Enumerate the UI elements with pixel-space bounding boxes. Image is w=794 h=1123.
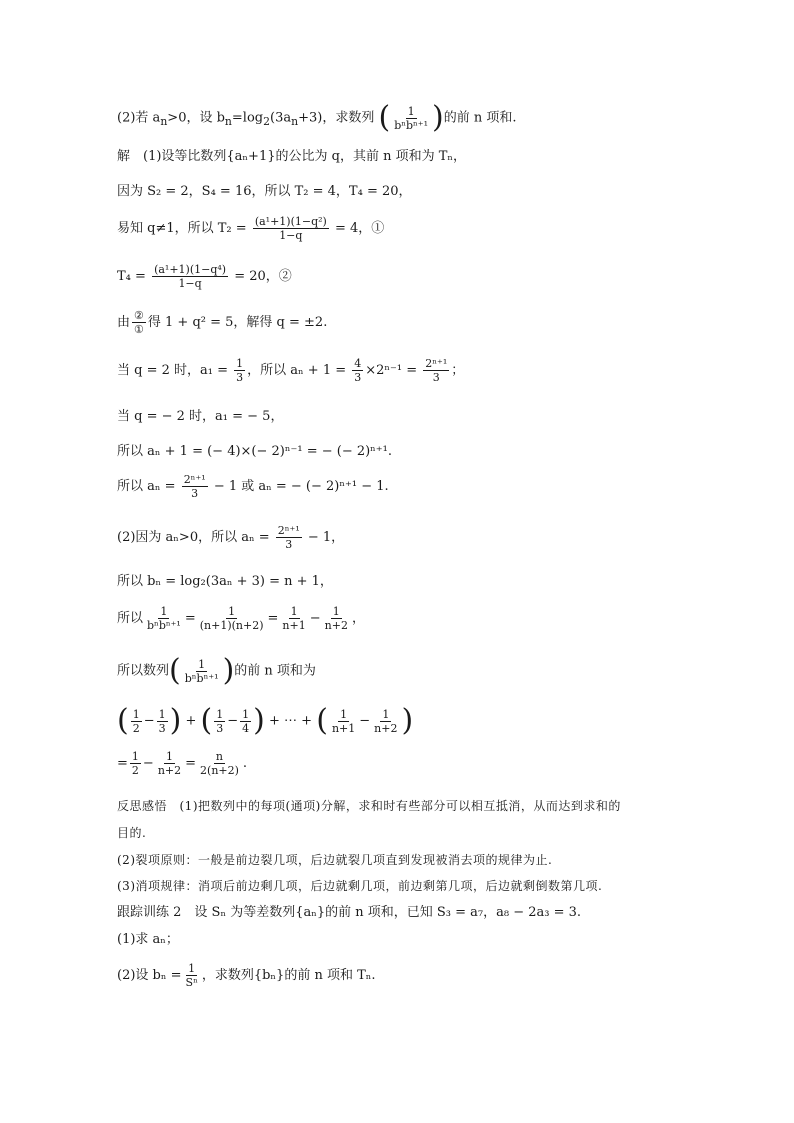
numerator: 1 <box>332 605 340 618</box>
numerator: 1 <box>242 707 250 721</box>
text: − <box>309 611 321 626</box>
text: ，求数列{bₙ}的前 n 项和 Tₙ. <box>201 968 376 983</box>
solution-line <box>117 309 327 336</box>
denominator: 2(n+2) <box>200 764 239 777</box>
denominator: 3 <box>191 487 199 500</box>
numerator: 1 <box>340 707 348 721</box>
text: = <box>184 611 196 626</box>
numerator: 1 <box>216 707 224 721</box>
solution-line: 因为 S₂ = 2，S₄ = 16，所以 T₂ = 4，T₄ = 20， <box>117 184 412 199</box>
fraction <box>352 357 363 384</box>
numerator: (a¹+1)(1−q⁴) <box>154 263 227 276</box>
denominator: 1−q <box>279 229 303 242</box>
fraction <box>240 708 251 735</box>
left-paren: ( <box>169 653 181 688</box>
numerator: 2ⁿ⁺¹ <box>183 473 206 486</box>
text: = 4，① <box>334 221 385 236</box>
right-paren: ) <box>432 100 444 135</box>
text: (2)若 a <box>117 110 161 126</box>
denominator: 3 <box>216 721 224 735</box>
fraction <box>156 750 183 777</box>
text: = <box>185 756 197 771</box>
numerator: 1 <box>160 605 168 618</box>
fraction <box>132 309 146 336</box>
denominator: 2 <box>132 721 140 735</box>
denominator: 3 <box>285 538 293 551</box>
text: 所以数列 <box>117 663 170 679</box>
text: ，所以 aₙ + 1 = <box>247 363 347 378</box>
fraction <box>214 708 225 735</box>
solution-line <box>117 524 344 551</box>
exercise-line: 跟踪训练 2 设 Sₙ 为等差数列{aₙ}的前 n 项和，已知 S₃ = a₇，a₈ − 2a₃ = 3. <box>117 905 582 920</box>
fraction <box>234 357 245 384</box>
text: (3a <box>270 110 292 126</box>
numerator: 1 <box>188 962 196 975</box>
solution-line <box>117 750 247 777</box>
text: − <box>142 756 154 771</box>
text: − <box>227 713 239 729</box>
numerator: 2ⁿ⁺¹ <box>277 524 300 537</box>
numerator: 1 <box>236 357 244 370</box>
text: 得 1 + q² = 5，解得 q = ±2. <box>147 315 328 330</box>
telescoping-sum-line <box>117 703 414 738</box>
fraction <box>253 215 329 242</box>
fraction <box>130 750 141 777</box>
denominator: (n+1)(n+2) <box>199 619 264 632</box>
text: = <box>117 756 128 771</box>
denominator: bⁿbⁿ⁺¹ <box>184 671 219 685</box>
exercise-line: (1)求 aₙ； <box>117 932 179 947</box>
text: n <box>160 115 168 129</box>
fraction <box>423 357 449 384</box>
text: − 1 或 aₙ = − (− 2)ⁿ⁺¹ − 1. <box>213 479 389 494</box>
text: = 20，② <box>234 269 292 284</box>
text: +3)，求数列 <box>298 110 375 126</box>
denominator: n+2 <box>374 721 398 735</box>
reflection-line: (3)消项规律：消项后前边剩几项，后边就剩几项，前边剩第几项，后边就剩倒数第几项. <box>117 879 603 893</box>
solution-line <box>117 215 384 242</box>
solution-line: 所以 bₙ = log₂(3aₙ + 3) = n + 1， <box>117 574 333 589</box>
right-paren: ) <box>401 703 414 738</box>
text: T₄ = <box>117 269 146 284</box>
solution-line <box>117 605 365 632</box>
text: (2)因为 aₙ>0，所以 aₙ = <box>117 530 270 545</box>
denominator: 2 <box>131 764 139 777</box>
solution-line: 所以 aₙ + 1 = (− 4)×(− 2)ⁿ⁻¹ = − (− 2)ⁿ⁺¹. <box>117 444 393 459</box>
fraction <box>157 708 168 735</box>
fraction <box>392 105 430 132</box>
text: (2)设 bₙ = <box>117 968 182 983</box>
left-paren: ( <box>117 703 129 738</box>
right-paren: ) <box>169 703 182 738</box>
fraction <box>372 708 399 735</box>
text: − <box>143 713 155 729</box>
fraction <box>330 708 357 735</box>
fraction <box>280 605 307 632</box>
reflection-line: 目的. <box>117 826 147 840</box>
fraction <box>145 605 183 632</box>
reflection-line: (2)裂项原则：一般是前边裂几项，后边就裂几项直到发现被消去项的规律为止. <box>117 853 553 867</box>
text: n <box>224 115 232 129</box>
denominator: 4 <box>242 721 250 735</box>
numerator: 2ⁿ⁺¹ <box>425 357 448 370</box>
numerator: 1 <box>158 707 166 721</box>
solution-line: 解 (1)设等比数列{aₙ+1}的公比为 q，其前 n 项和为 Tₙ， <box>117 149 467 164</box>
text: =log <box>231 110 264 126</box>
solution-line <box>117 357 464 384</box>
text: . <box>242 756 248 771</box>
text: 2 <box>263 115 270 129</box>
denominator: n+1 <box>331 721 356 735</box>
denominator: n+2 <box>324 619 348 632</box>
question-part2 <box>117 100 517 135</box>
fraction <box>184 962 200 989</box>
denominator: bⁿbⁿ⁺¹ <box>147 619 181 632</box>
numerator: 1 <box>290 605 298 618</box>
text: − 1， <box>307 530 345 545</box>
text: 当 q = 2 时，a₁ = <box>117 363 229 378</box>
text: >0，设 b <box>167 110 225 126</box>
text: ， <box>351 611 365 626</box>
text: − <box>359 713 371 729</box>
fraction <box>182 473 208 500</box>
denominator: Sⁿ <box>185 976 198 989</box>
denominator: 3 <box>354 371 362 384</box>
denominator: 3 <box>432 371 440 384</box>
left-paren: ( <box>316 703 328 738</box>
numerator: 4 <box>354 357 362 370</box>
reflection-line: 反思感悟 (1)把数列中的每项(通项)分解，求和时有些部分可以相互抵消，从而达到求和的 <box>117 799 621 813</box>
text: 易知 q≠1，所以 T₂ = <box>117 221 247 236</box>
numerator: (a¹+1)(1−q²) <box>254 215 327 228</box>
numerator: ② <box>134 309 144 322</box>
denominator: ① <box>134 323 144 336</box>
right-paren: ) <box>222 653 235 688</box>
solution-line <box>117 653 316 688</box>
exercise-line <box>117 962 376 989</box>
solution-line: 当 q = − 2 时，a₁ = − 5， <box>117 409 284 424</box>
text: 所以 <box>117 611 144 626</box>
denominator: n+1 <box>282 619 306 632</box>
text: 所以 aₙ = <box>117 479 176 494</box>
denominator: 3 <box>158 721 166 735</box>
text: n <box>291 115 299 129</box>
fraction <box>323 605 350 632</box>
solution-line <box>117 473 389 500</box>
text: + <box>185 713 197 729</box>
right-paren: ) <box>253 703 265 738</box>
numerator: n <box>215 750 224 763</box>
denominator: bⁿbⁿ⁺¹ <box>394 118 429 132</box>
fraction <box>198 605 266 632</box>
text: 的前 n 项和. <box>443 110 517 126</box>
denominator: 3 <box>236 371 244 384</box>
fraction <box>152 263 228 290</box>
numerator: 1 <box>228 605 236 618</box>
fraction <box>183 658 221 685</box>
solution-line <box>117 263 292 290</box>
text: + ⋯ + <box>269 713 313 729</box>
text: 由 <box>117 315 131 330</box>
text: ×2ⁿ⁻¹ = <box>365 363 418 378</box>
numerator: 1 <box>131 750 139 763</box>
text: 的前 n 项和为 <box>234 663 316 679</box>
left-paren: ( <box>200 703 213 738</box>
fraction <box>131 708 142 735</box>
numerator: 1 <box>382 707 390 721</box>
numerator: 1 <box>165 750 173 763</box>
denominator: n+2 <box>157 764 182 777</box>
text: = <box>267 611 279 626</box>
fraction <box>198 750 241 777</box>
text: ； <box>451 363 465 378</box>
fraction <box>276 524 302 551</box>
left-paren: ( <box>378 100 391 135</box>
numerator: 1 <box>407 104 415 118</box>
numerator: 1 <box>198 657 206 671</box>
denominator: 1−q <box>178 277 202 290</box>
numerator: 1 <box>132 707 140 721</box>
